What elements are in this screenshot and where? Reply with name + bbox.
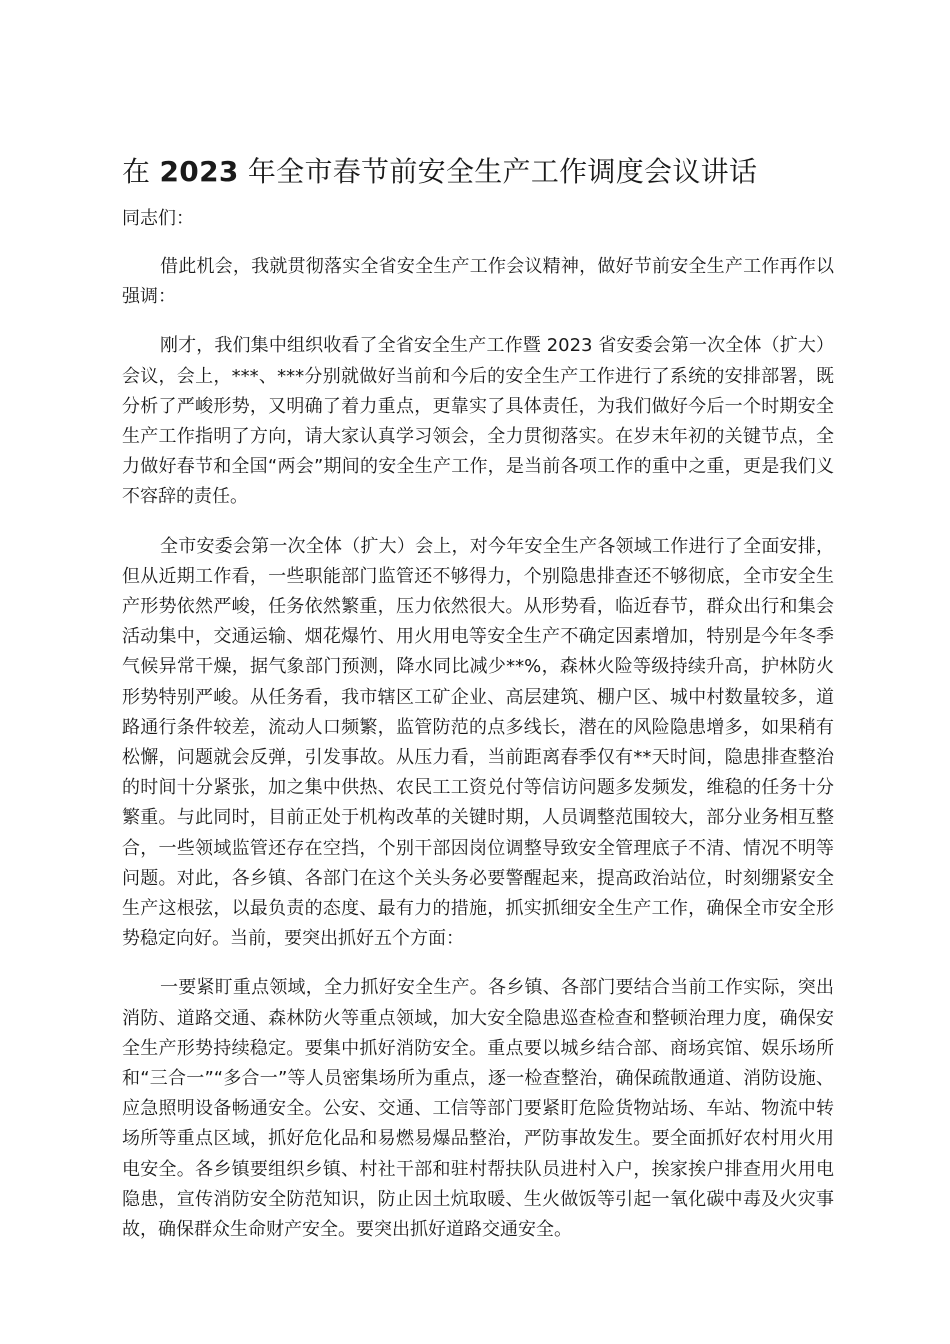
- paragraph-4: 一要紧盯重点领域，全力抓好安全生产。各乡镇、各部门要结合当前工作实际，突出消防、道路交通、森林防火等重点领域，加大安全隐患巡查检查和整顿治理力度，确保安全生产形势持续稳定。要集中抓好消防安全。重点要以城乡结合部、商场宾馆、娱乐场所和“三合一”“多合一”等人员密集场所为重点，逐一检查整治，确保疏散通道、消防设施、应急照明设备畅通安全。公安、交通、工信等部门要紧盯危险货物站场、车站、物流中转场所等重点区域，抓好危化品和易燃易爆品整治，严防事故发生。要全面抓好农村用火用电安全。各乡镇要组织乡镇、村社干部和驻村帮扶队员进村入户，挨家挨户排查用火用电隐患，宣传消防安全防范知识，防止因土炕取暖、生火做饭等引起一氧化碳中毒及火灾事故，确保群众生命财产安全。要突出抓好道路交通安全。: [122, 977, 834, 1241]
- title-year: 2023: [159, 155, 239, 188]
- paragraph-1: 借此机会，我就贯彻落实全省安全生产工作会议精神，做好节前安全生产工作再作以强调：: [122, 256, 834, 308]
- salutation: 同志们：: [122, 208, 194, 229]
- title-prefix: 在: [122, 155, 160, 188]
- paragraph-3: 全市安委会第一次全体（扩大）会上，对今年安全生产各领域工作进行了全面安排，但从近期工作看，一些职能部门监管还不够得力，个别隐患排查还不够彻底，全市安全生产形势依然严峻，任务依然繁重，压力依然很大。从形势看，临近春节，群众出行和集会活动集中，交通运输、烟花爆竹、用火用电等安全生产不确定因素增加，特别是今年冬季气候异常干燥，据气象部门预测，降水同比减少**%，森林火险等级持续升高，护林防火形势特别严峻。从任务看，我市辖区工矿企业、高层建筑、棚户区、城中村数量较多，道路通行条件较差，流动人口频繁，监管防范的点多线长，潜在的风险隐患增多，如果稍有松懈，问题就会反弹，引发事故。从压力看，当前距离春季仅有**天时间，隐患排查整治的时间十分紧张，加之集中供热、农民工工资兑付等信访问题多发频发，维稳的任务十分繁重。与此同时，目前正处于机构改革的关键时期，人员调整范围较大，部分业务相互整合，一些领域监管还存在空挡，个别干部因岗位调整导致安全管理底子不清、情况不明等问题。对此，各乡镇、各部门在这个关头务必要警醒起来，提高政治站位，时刻绷紧安全生产这根弦，以最负责的态度、最有力的措施，抓实抓细安全生产工作，确保全市安全形势稳定向好。当前，要突出抓好五个方面：: [122, 535, 834, 950]
- document-title: [122, 148, 834, 196]
- title-suffix: 年全市春节前安全生产工作调度会议讲话: [238, 155, 758, 188]
- document-page: [122, 148, 834, 1264]
- paragraph-2: 刚才，我们集中组织收看了全省安全生产工作暨 2023 省安委会第一次全体（扩大）会议，会上，***、***分别就做好当前和今后的安全生产工作进行了系统的安排部署，既分析了严峻形势，又明确了着力重点，更靠实了具体责任，为我们做好今后一个时期安全生产工作指明了方向，请大家认真学习领会，全力贯彻落实。在岁末年初的关键节点，全力做好春节和全国“两会”期间的安全生产工作，是当前各项工作的重中之重，更是我们义不容辞的责任。: [122, 335, 834, 508]
